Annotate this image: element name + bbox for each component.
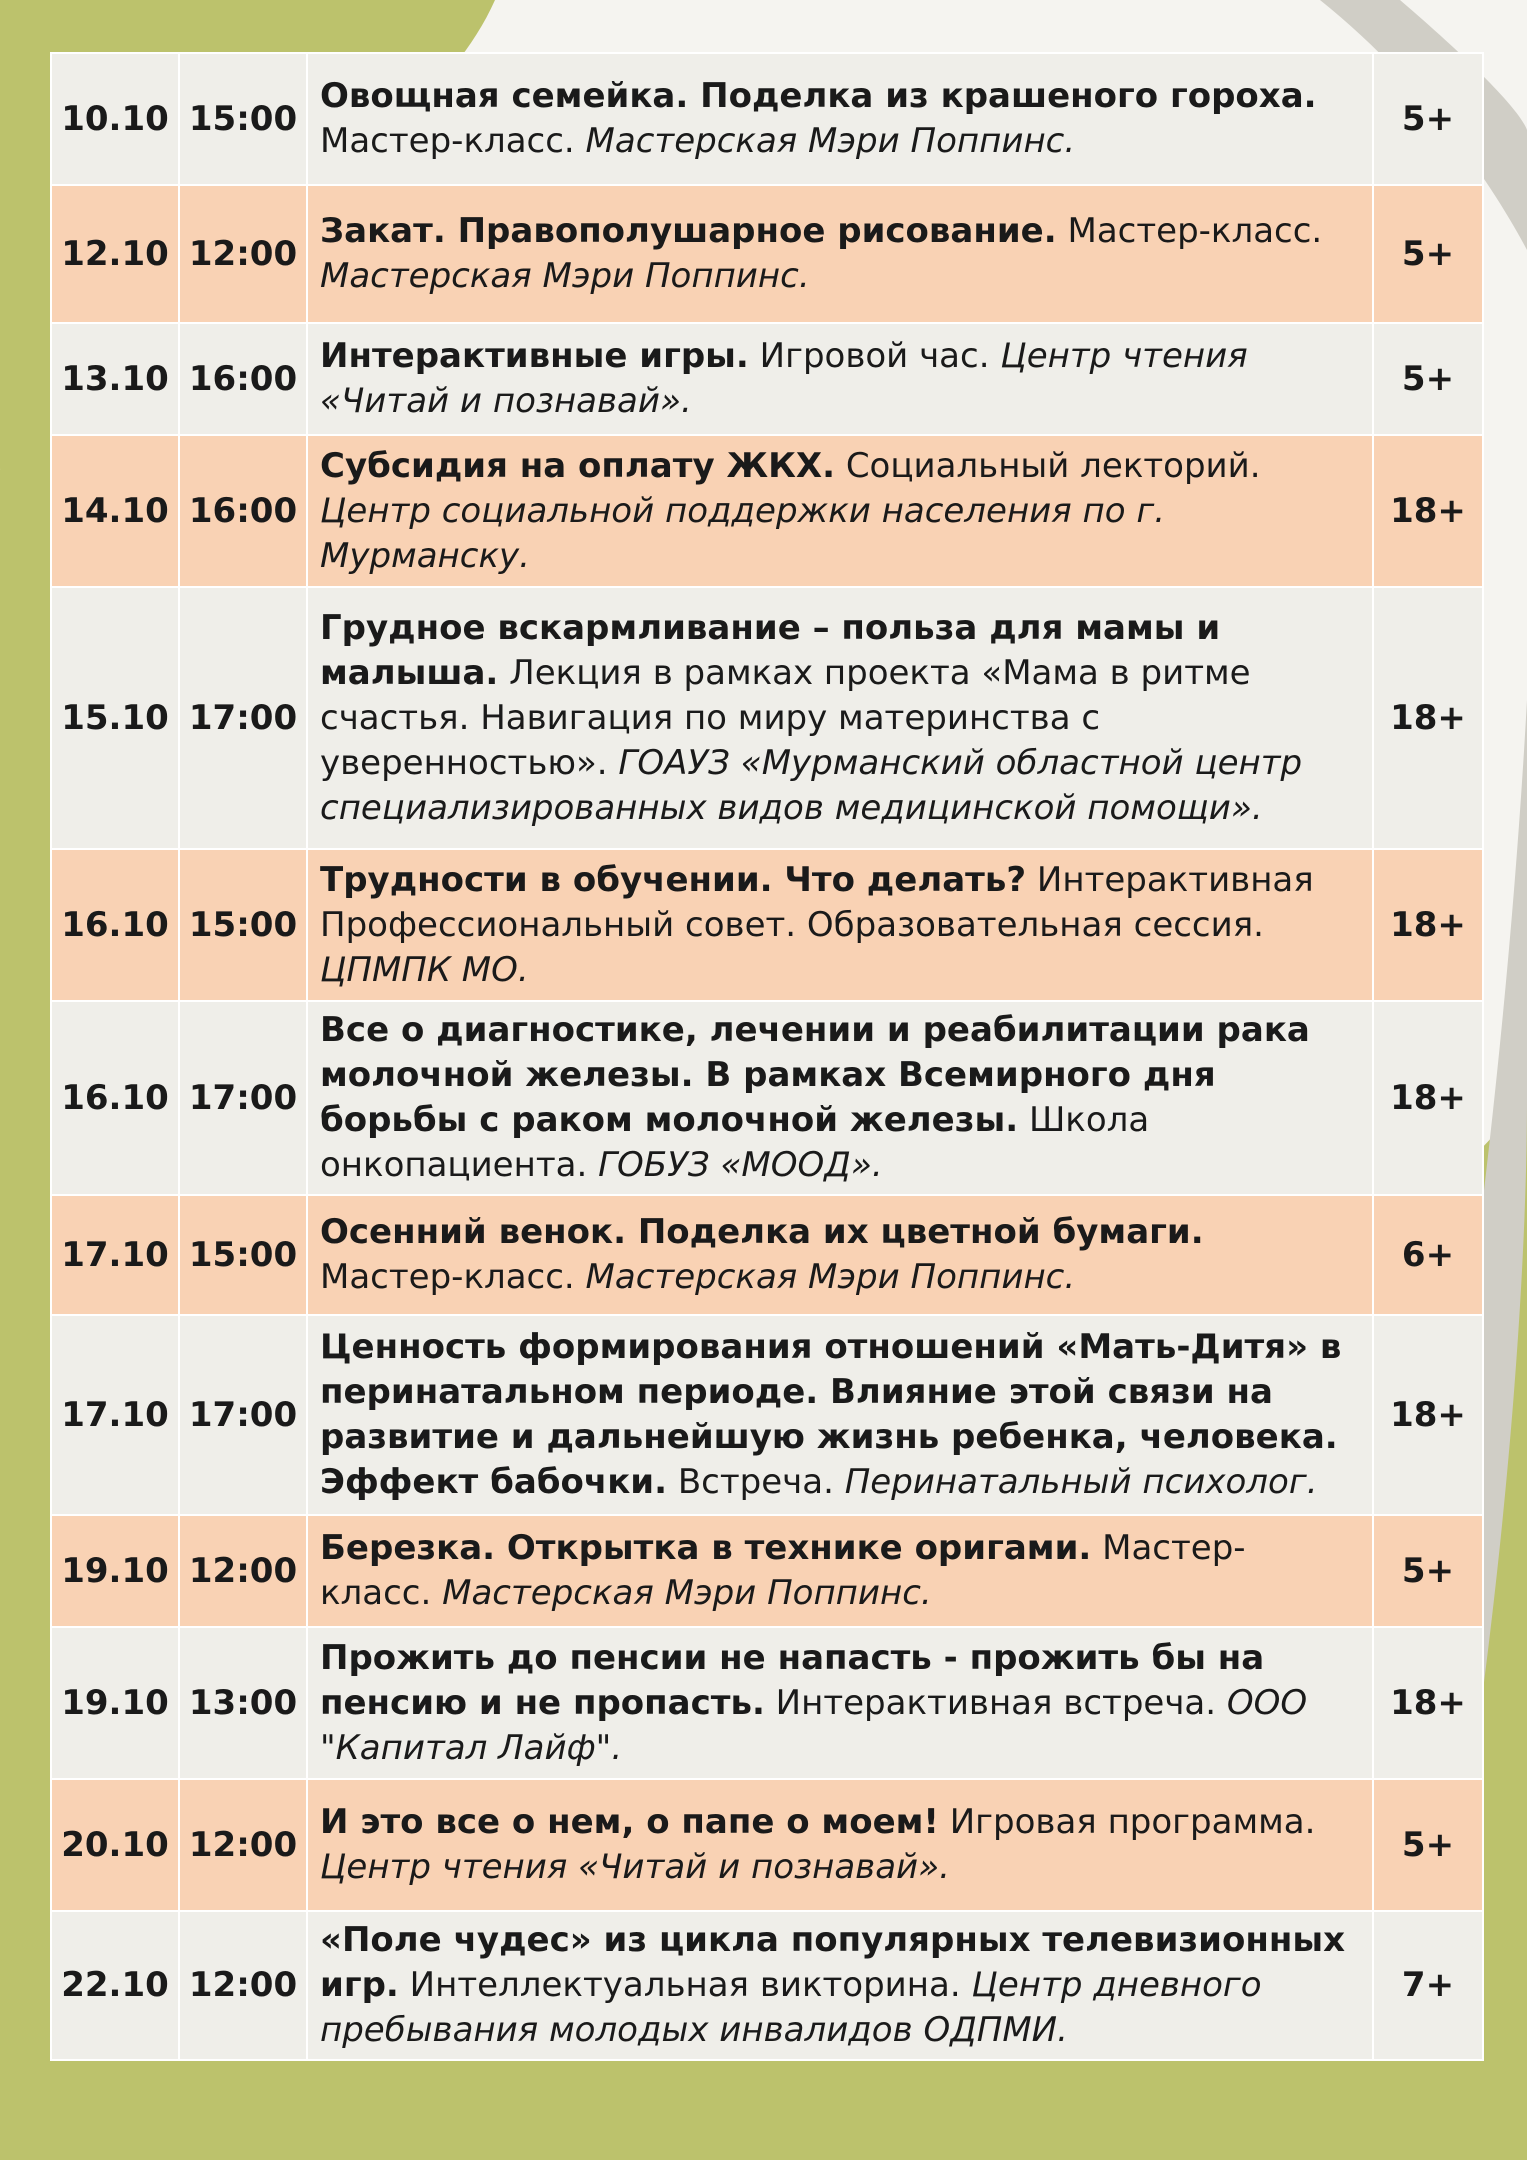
event-row: [51, 323, 1483, 435]
event-row: [51, 1515, 1483, 1627]
event-age: 18+: [1373, 587, 1483, 849]
event-time: 12:00: [179, 185, 307, 323]
event-place: Мастерская Мэри Поппинс.: [442, 1573, 932, 1613]
event-place: Мастерская Мэри Поппинс.: [320, 256, 810, 296]
event-description: [307, 435, 1373, 587]
event-date: 10.10: [51, 53, 179, 185]
event-age: 5+: [1373, 1779, 1483, 1911]
event-title: Закат. Правополушарное рисование.: [320, 211, 1057, 251]
event-date: 17.10: [51, 1195, 179, 1315]
event-description: [307, 1315, 1373, 1515]
event-time: 15:00: [179, 53, 307, 185]
event-time: 12:00: [179, 1779, 307, 1911]
event-date: 17.10: [51, 1315, 179, 1515]
event-description: [307, 1001, 1373, 1195]
event-title: Грудное вскармливание – польза для мамы и малыша.: [320, 607, 1221, 693]
event-title: Березка. Открытка в технике оригами.: [320, 1528, 1092, 1568]
event-place: Центр социальной поддержки населения по г. Мурманску.: [320, 490, 1166, 576]
event-age: 5+: [1373, 323, 1483, 435]
event-description: [307, 1515, 1373, 1627]
event-row: [51, 1911, 1483, 2060]
event-time: 15:00: [179, 849, 307, 1001]
event-date: 16.10: [51, 849, 179, 1001]
event-description: [307, 1195, 1373, 1315]
event-time: 15:00: [179, 1195, 307, 1315]
event-time: 16:00: [179, 323, 307, 435]
event-type: Интерактивная встреча.: [775, 1682, 1217, 1723]
event-date: 19.10: [51, 1515, 179, 1627]
event-type: Мастер-класс.: [1067, 211, 1323, 251]
event-title: Субсидия на оплату ЖКХ.: [320, 445, 835, 486]
event-description: [307, 323, 1373, 435]
event-place: Центр чтения «Читай и познавай».: [320, 336, 1248, 421]
event-date: 13.10: [51, 323, 179, 435]
event-row: [51, 185, 1483, 323]
event-time: 13:00: [179, 1627, 307, 1779]
event-age: 18+: [1373, 849, 1483, 1001]
event-age: 18+: [1373, 435, 1483, 587]
event-place: Мастерская Мэри Поппинс.: [585, 121, 1076, 161]
event-title: Интерактивные игры.: [320, 336, 749, 376]
event-time: 12:00: [179, 1911, 307, 2060]
event-type: Социальный лекторий.: [845, 445, 1261, 486]
event-date: 15.10: [51, 587, 179, 849]
event-time: 17:00: [179, 1001, 307, 1195]
event-description: [307, 849, 1373, 1001]
event-time: 16:00: [179, 435, 307, 587]
event-type: Мастер-класс.: [320, 121, 575, 161]
olive-band-left: [0, 380, 53, 2160]
event-row: [51, 53, 1483, 185]
event-title: Все о диагностике, лечении и реабилитации рака молочной железы. В рамках Всемирного дня борьбы с раком молочной железы.: [320, 1010, 1310, 1140]
event-type: Лекция в рамках проекта «Мама в ритме счастья. Навигация по миру материнства с уверенностью».: [320, 652, 1251, 783]
event-age: 7+: [1373, 1911, 1483, 2060]
event-place: Центр дневного пребывания молодых инвалидов ОДПМИ.: [320, 1965, 1262, 2050]
events-schedule-table: [50, 52, 1484, 2061]
event-age: 6+: [1373, 1195, 1483, 1315]
event-place: Центр чтения «Читай и познавай».: [320, 1847, 950, 1887]
event-title: «Поле чудес» из цикла популярных телевизионных игр.: [320, 1920, 1345, 2005]
event-row: [51, 1779, 1483, 1911]
event-age: 5+: [1373, 53, 1483, 185]
event-place: ЦПМПК МО.: [320, 949, 529, 990]
event-type: Мастер-класс.: [320, 1257, 575, 1297]
event-title: Трудности в обучении. Что делать?: [320, 859, 1027, 900]
event-time: 17:00: [179, 1315, 307, 1515]
event-age: 5+: [1373, 1515, 1483, 1627]
event-date: 16.10: [51, 1001, 179, 1195]
event-age: 5+: [1373, 185, 1483, 323]
event-title: Ценность формирования отношений «Мать-Дитя» в перинатальном периоде. Влияние этой связи на развитие и дальнейшую жизнь ребенка, человека. Эффект бабочки.: [320, 1327, 1342, 1502]
event-row: [51, 849, 1483, 1001]
event-time: 17:00: [179, 587, 307, 849]
event-place: ГОАУЗ «Мурманский областной центр специализированных видов медицинской помощи».: [320, 742, 1303, 828]
event-description: [307, 1627, 1373, 1779]
event-date: 22.10: [51, 1911, 179, 2060]
event-description: [307, 1779, 1373, 1911]
event-row: [51, 1627, 1483, 1779]
event-place: ГОБУЗ «МООД».: [598, 1145, 883, 1185]
event-place: ООО "Капитал Лайф".: [320, 1682, 1308, 1768]
event-age: 18+: [1373, 1315, 1483, 1515]
event-date: 14.10: [51, 435, 179, 587]
event-title: Овощная семейка. Поделка из крашеного гороха.: [320, 76, 1317, 116]
event-row: [51, 1195, 1483, 1315]
event-place: Перинатальный психолог.: [844, 1462, 1318, 1502]
event-title: И это все о нем, о папе о моем!: [320, 1802, 939, 1842]
event-type: Школа онкопациента.: [320, 1100, 1150, 1185]
event-age: 18+: [1373, 1627, 1483, 1779]
event-place: Мастерская Мэри Поппинс.: [585, 1257, 1076, 1297]
event-type: Интеллектуальная викторина.: [409, 1965, 961, 2005]
event-type: Мастер-класс.: [320, 1528, 1246, 1613]
event-type: Игровой час.: [759, 336, 990, 376]
event-time: 12:00: [179, 1515, 307, 1627]
event-type: Интерактивная Профессиональный совет. Образовательная сессия.: [320, 859, 1314, 945]
event-row: [51, 1001, 1483, 1195]
event-title: Осенний венок. Поделка их цветной бумаги.: [320, 1212, 1204, 1252]
event-age: 18+: [1373, 1001, 1483, 1195]
event-title: Прожить до пенсии не напасть - прожить бы на пенсию и не пропасть.: [320, 1637, 1265, 1723]
event-description: [307, 1911, 1373, 2060]
event-row: [51, 587, 1483, 849]
event-date: 20.10: [51, 1779, 179, 1911]
event-date: 12.10: [51, 185, 179, 323]
event-date: 19.10: [51, 1627, 179, 1779]
event-type: Игровая программа.: [949, 1802, 1316, 1842]
event-description: [307, 185, 1373, 323]
event-row: [51, 1315, 1483, 1515]
event-description: [307, 587, 1373, 849]
event-description: [307, 53, 1373, 185]
event-type: Встреча.: [677, 1462, 834, 1502]
event-row: [51, 435, 1483, 587]
